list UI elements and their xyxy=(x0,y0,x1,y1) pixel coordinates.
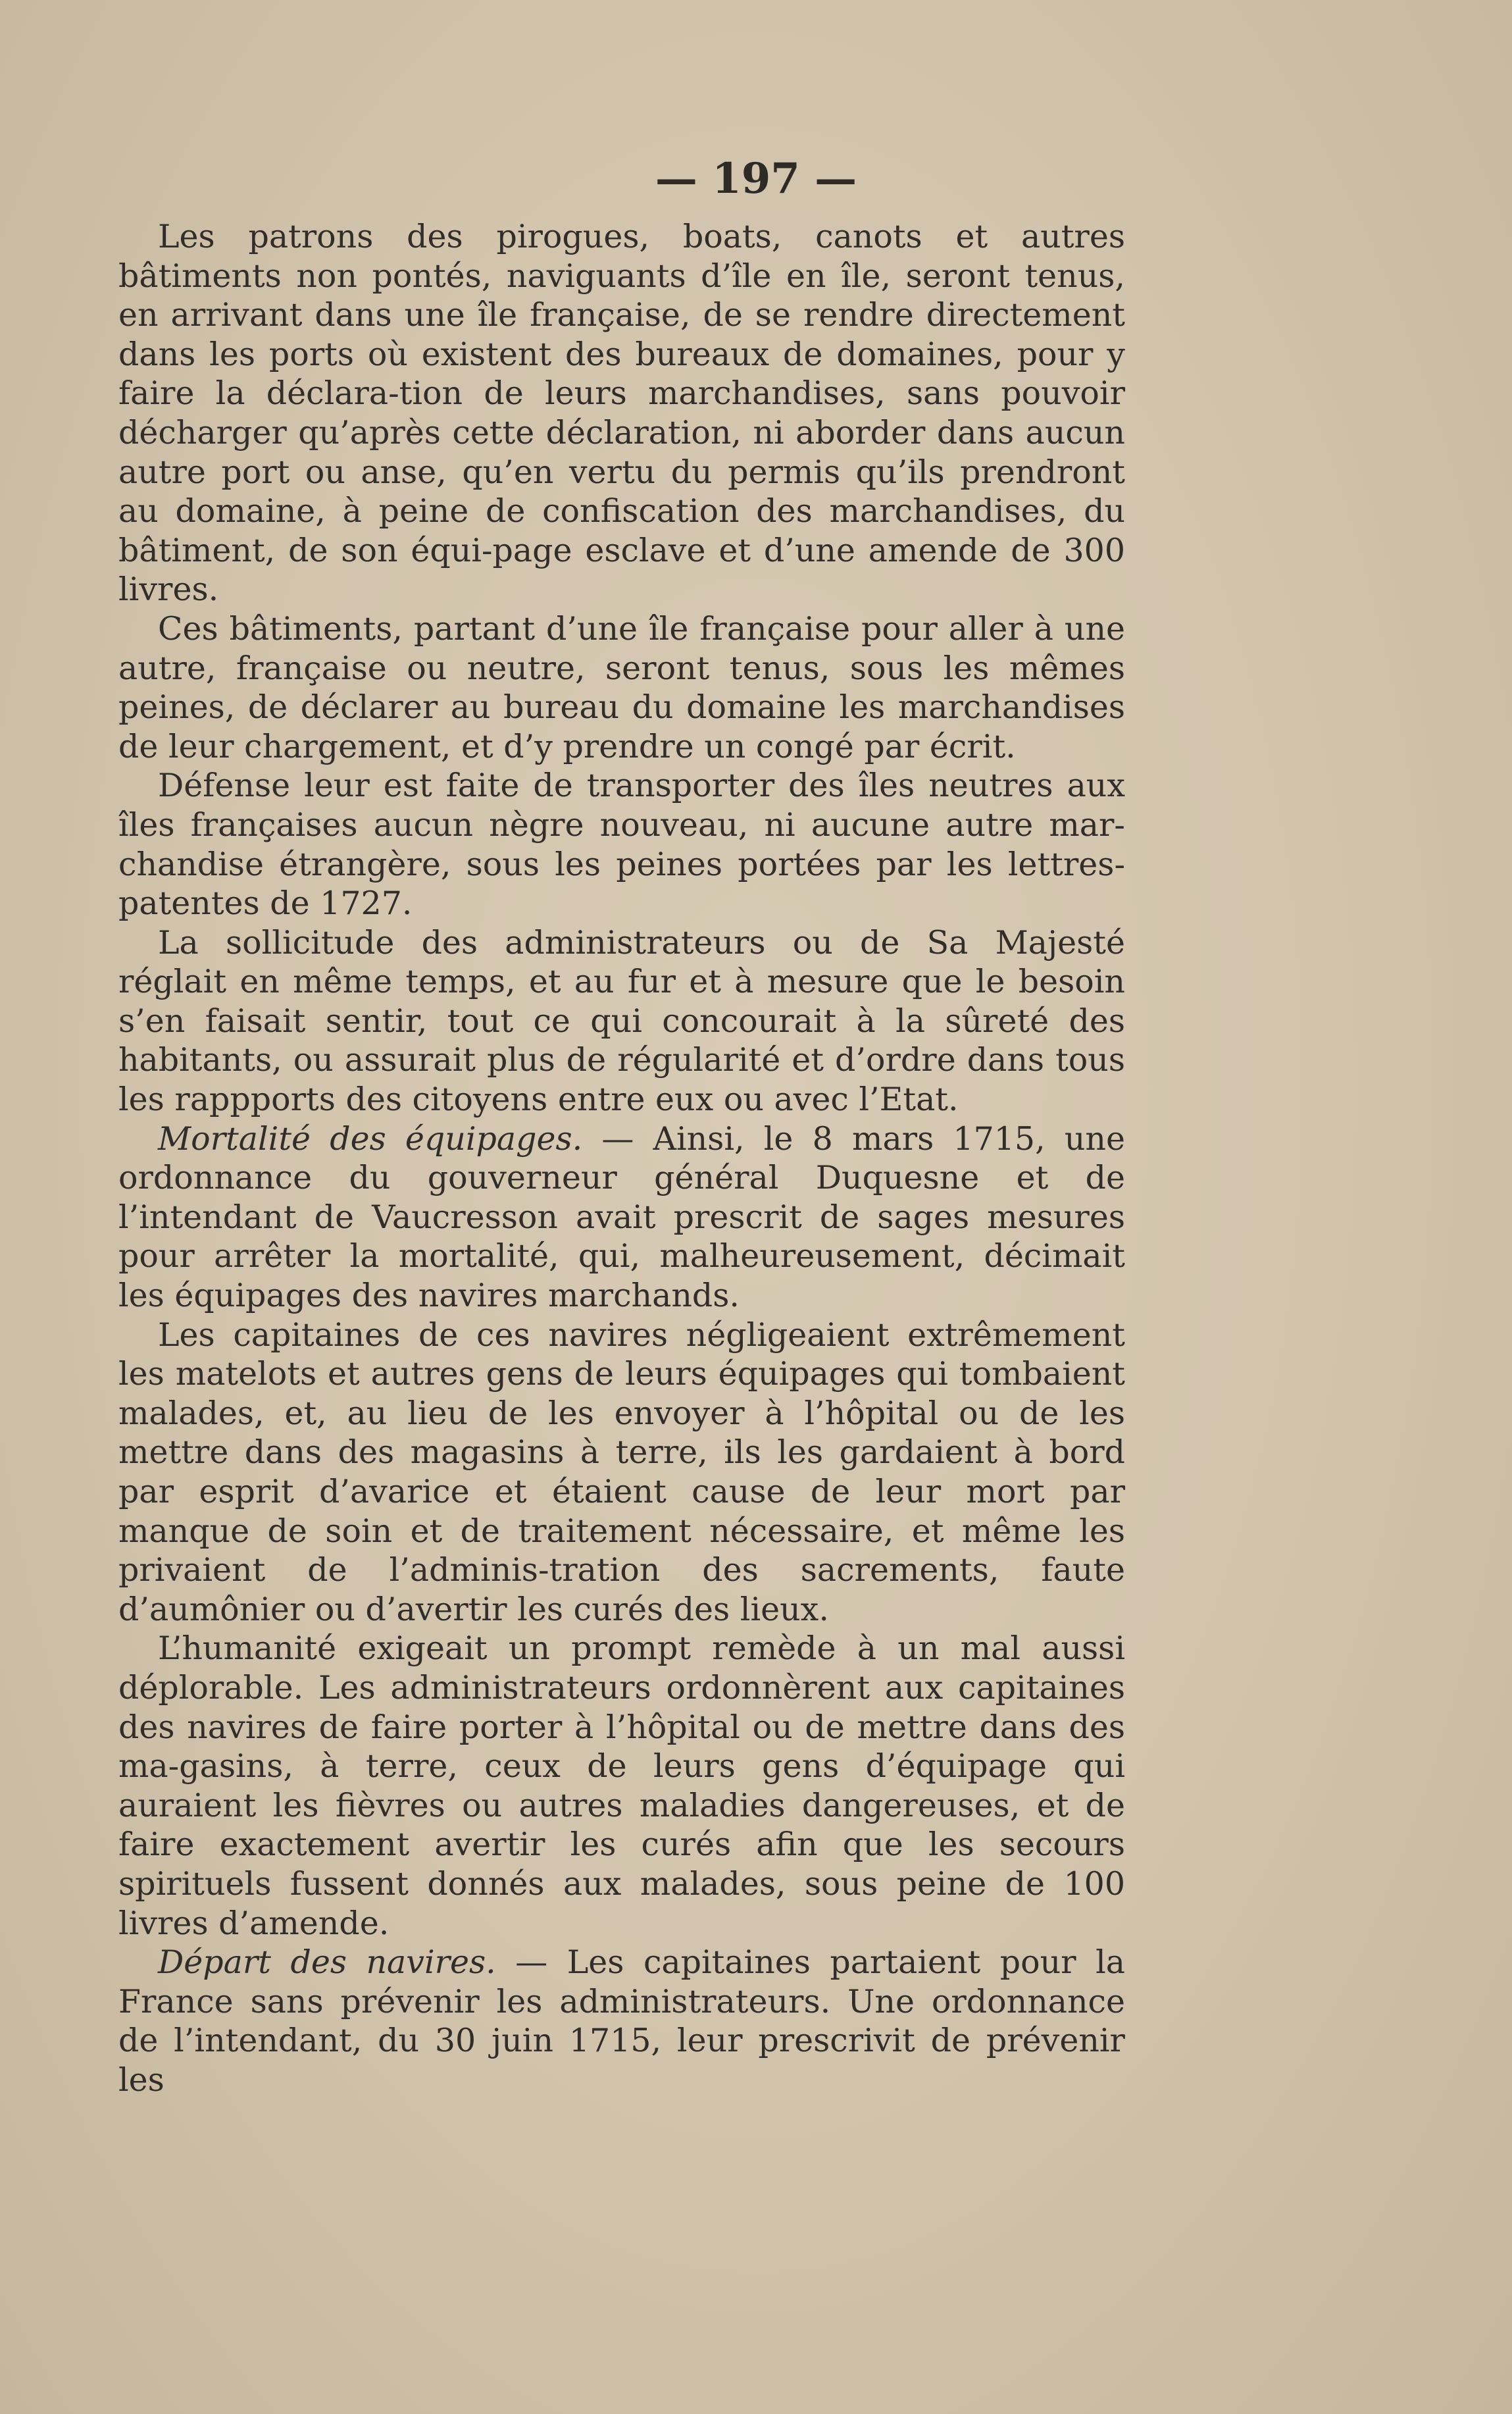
paragraph xyxy=(118,1629,1125,1943)
paragraph-text: — Les capitaines partaient pour la France sans prévenir les administrateurs. Une ordonnance de l’intendant, du 30 juin 1715, leur prescrivit de prévenir les xyxy=(118,1943,1125,2099)
paragraph xyxy=(118,609,1125,766)
paragraph xyxy=(118,923,1125,1119)
paragraph xyxy=(118,217,1125,609)
paragraph xyxy=(118,766,1125,923)
page-number: — 197 — xyxy=(655,154,857,203)
paragraph-text: La sollicitude des administrateurs ou de Sa Majesté réglait en même temps, et au fur et à mesure que le besoin s’en faisait sentir, tout ce qui concourait à la sûreté des habitants, ou assurait plus de régularité et d’ordre dans tous les rappports des citoyens entre eux ou avec l’Etat. xyxy=(118,923,1125,1119)
paragraph-text: L’humanité exigeait un prompt remède à un mal aussi déplorable. Les administrateurs ordonnèrent aux capitaines des navires de faire porter à l’hôpital ou de mettre dans des ma-gasins, à terre, ceux de leurs gens d’équipage qui auraient les fièvres ou autres maladies dangereuses, et de faire exactement avertir les curés afin que les secours spirituels fussent donnés aux malades, sous peine de 100 livres d’amende. xyxy=(118,1630,1125,1942)
section-lead: Mortalité des équipages. xyxy=(158,1119,583,1158)
paragraph-text: Ces bâtiments, partant d’une île française pour aller à une autre, française ou neutre, seront tenus, sous les mêmes peines, de déclarer au bureau du domaine les marchandises de leur chargement, et d’y prendre un congé par écrit. xyxy=(118,609,1125,765)
paragraph xyxy=(118,1943,1125,2099)
paragraph-text: Défense leur est faite de transporter des îles neutres aux îles françaises aucun nègre nouveau, ni aucune autre mar-chandise étrangère, sous les peines portées par les lettres-patentes de 1727. xyxy=(118,767,1125,923)
paragraph xyxy=(118,1316,1125,1630)
paragraph-text: Les patrons des pirogues, boats, canots et autres bâtiments non pontés, naviguants d’île en île, seront tenus, en arrivant dans une île française, de se rendre directement dans les ports où existent des bureaux de domaines, pour y faire la déclara-tion de leurs marchandises, sans pouvoir décharger qu’après cette déclaration, ni aborder dans aucun autre port ou anse, qu’en vertu du permis qu’ils prendront au domaine, à peine de confiscation des marchandises, du bâtiment, de son équi-page esclave et d’une amende de 300 livres. xyxy=(118,218,1125,609)
paragraph xyxy=(118,1119,1125,1316)
body-text xyxy=(118,217,1125,2100)
paragraph-text: Les capitaines de ces navires négligeaient extrêmement les matelots et autres gens de leurs équipages qui tombaient malades, et, au lieu de les envoyer à l’hôpital ou de les mettre dans des magasins à terre, ils les gardaient à bord par esprit d’avarice et étaient cause de leur mort par manque de soin et de traitement nécessaire, et même les privaient de l’adminis-tration des sacrements, faute d’aumônier ou d’avertir les curés des lieux. xyxy=(118,1316,1125,1628)
section-lead: Départ des navires. xyxy=(158,1943,496,1982)
paragraph-text: — Ainsi, le 8 mars 1715, une ordonnance du gouverneur général Duquesne et de l’intendant de Vaucresson avait prescrit de sages mesures pour arrêter la mortalité, qui, malheureusement, décimait les équipages des navires marchands. xyxy=(118,1119,1125,1315)
